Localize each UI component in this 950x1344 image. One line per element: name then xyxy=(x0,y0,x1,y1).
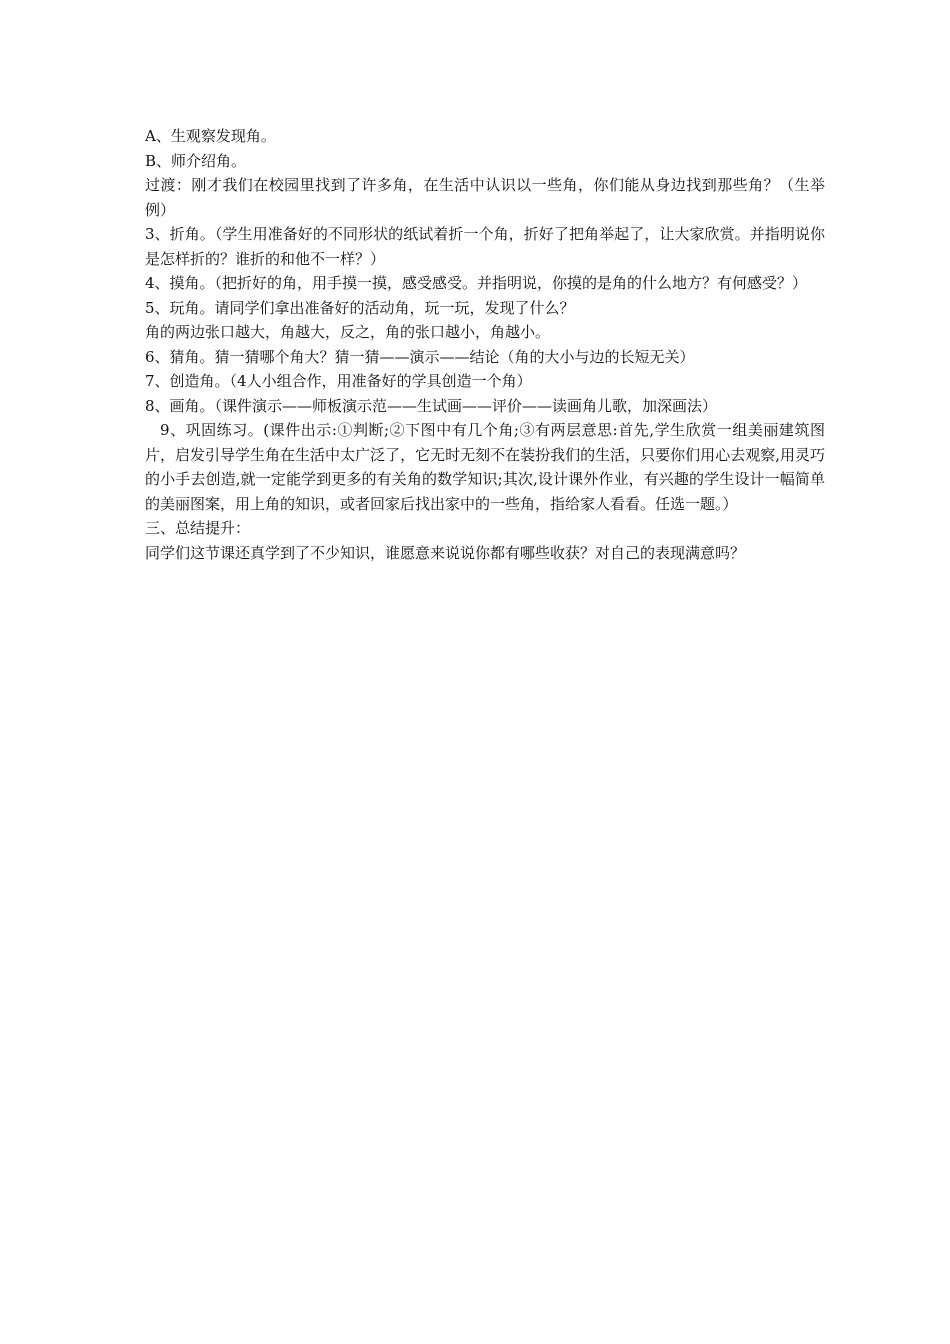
paragraph-observe-angle: A、生观察发现角。 xyxy=(145,127,276,145)
paragraph-play-angle: 5、玩角。请同学们拿出准备好的活动角，玩一玩，发现了什么？ xyxy=(145,298,575,317)
paragraph-teacher-intro: B、师介绍角。 xyxy=(145,151,247,170)
paragraph-create-angle: 7、创造角。（4人小组合作，用准备好的学具创造一个角） xyxy=(145,372,532,390)
paragraph-touch-angle: 4、摸角。（把折好的角，用手摸一摸，感受感受。并指明说，你摸的是角的什么地方？有何感受？） xyxy=(145,274,808,292)
paragraph-practice: 9、巩固练习。(课件出示:①判断;②下图中有几个角;③有两层意思:首先,学生欣赏一组美丽建筑图片，启发引导学生角在生活中太广泛了，它无时无刻不在装扮我们的生活，只要你们用心去观察,用灵巧的小手去创造,就一定能学到更多的有关角的数学知识;其次,设计课外作业，有兴趣的学生设计一幅简单的美丽图案，用上角的知识，或者回家后找出家中的一些角，指给家人看看。任选一题。） xyxy=(145,421,825,513)
document-body xyxy=(145,124,825,565)
paragraph-transition: 过渡：刚才我们在校园里找到了许多角，在生活中认识以一些角，你们能从身边找到那些角？（生举例） xyxy=(145,176,825,219)
paragraph-summary: 同学们这节课还真学到了不少知识，谁愿意来说说你都有哪些收获？对自己的表现满意吗？ xyxy=(145,543,746,562)
paragraph-guess-angle: 6、猜角。猜一猜哪个角大？猜一猜——演示——结论（角的大小与边的长短无关） xyxy=(145,347,695,366)
paragraph-play-conclusion: 角的两边张口越大，角越大，反之，角的张口越小，角越小。 xyxy=(145,323,551,341)
paragraph-draw-angle: 8、画角。（课件演示——师板演示范——生试画——评价——读画角儿歌，加深画法） xyxy=(145,396,718,415)
section-heading-summary: 三、总结提升： xyxy=(145,519,251,537)
paragraph-fold-angle: 3、折角。（学生用准备好的不同形状的纸试着折一个角，折好了把角举起了，让大家欣赏。并指明说你是怎样折的？谁折的和他不一样？） xyxy=(145,225,825,268)
